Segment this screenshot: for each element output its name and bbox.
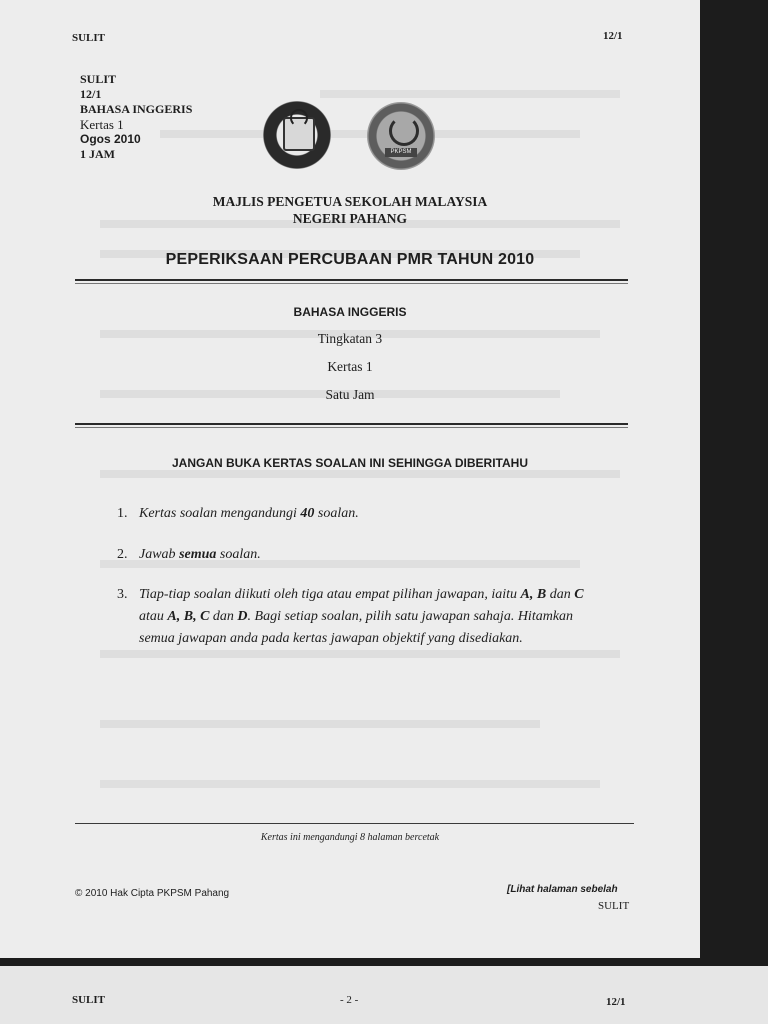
copyright-notice: © 2010 Hak Cipta PKPSM Pahang <box>75 888 230 899</box>
see-next-page: [Lihat halaman sebelah <box>507 884 618 895</box>
pkpsm-logo-caption: PKPSM <box>385 148 417 157</box>
council-line1: MAJLIS PENGETUA SEKOLAH MALAYSIA <box>212 194 488 209</box>
page-two <box>0 966 768 1024</box>
meta-sulit: SULIT <box>80 72 117 86</box>
ministry-logo-icon <box>263 101 331 169</box>
subject-paper: Kertas 1 <box>327 359 373 374</box>
instruction-text: Kertas soalan mengandungi 40 soalan. <box>139 506 359 521</box>
meta-code: 12/1 <box>80 87 102 101</box>
meta-date: Ogos 2010 <box>80 132 141 146</box>
instruction-text: Jawab semua soalan. <box>139 547 261 562</box>
subject-title: BAHASA INGGERIS <box>293 305 407 319</box>
divider-top-thin <box>75 283 628 284</box>
instruction-number: 2. <box>117 547 128 562</box>
divider-top <box>75 279 628 281</box>
instruction-text: Tiap-tiap soalan diikuti oleh tiga atau empat pilihan jawapan, iaitu A, B dan C atau A, B, C dan D. Bagi setiap soalan, pilih satu jawapan sahaja. Hitamkan semua jawapan anda pada kertas jawapan objektif yang disediakan. <box>139 587 584 646</box>
header-sulit: SULIT <box>72 32 106 44</box>
footer-sulit: SULIT <box>598 900 630 912</box>
instruction-number: 1. <box>117 506 128 521</box>
meta-duration: 1 JAM <box>80 147 115 161</box>
meta-paper: Kertas 1 <box>80 117 124 132</box>
page2-header-code: 12/1 <box>606 996 626 1008</box>
council-name <box>0 193 700 227</box>
page2-header-sulit: SULIT <box>72 994 106 1006</box>
page-count-note: Kertas ini mengandungi 8 halaman bercetak <box>260 832 440 843</box>
instruction-number: 3. <box>117 587 128 602</box>
page2-page-number: - 2 - <box>340 994 359 1006</box>
pkpsm-logo-icon <box>367 102 435 170</box>
divider-middle-thin <box>75 427 628 428</box>
warning-notice: JANGAN BUKA KERTAS SOALAN INI SEHINGGA DIBERITAHU <box>171 456 528 470</box>
subject-duration: Satu Jam <box>325 387 375 402</box>
exam-title: PEPERIKSAAN PERCUBAAN PMR TAHUN 2010 <box>165 251 535 268</box>
council-line2: NEGERI PAHANG <box>292 211 408 226</box>
divider-middle <box>75 423 628 425</box>
header-code: 12/1 <box>603 30 623 42</box>
divider-bottom <box>75 823 634 824</box>
paper-meta <box>80 72 192 162</box>
subject-form: Tingkatan 3 <box>317 331 383 346</box>
meta-subject: BAHASA INGGERIS <box>80 102 193 116</box>
